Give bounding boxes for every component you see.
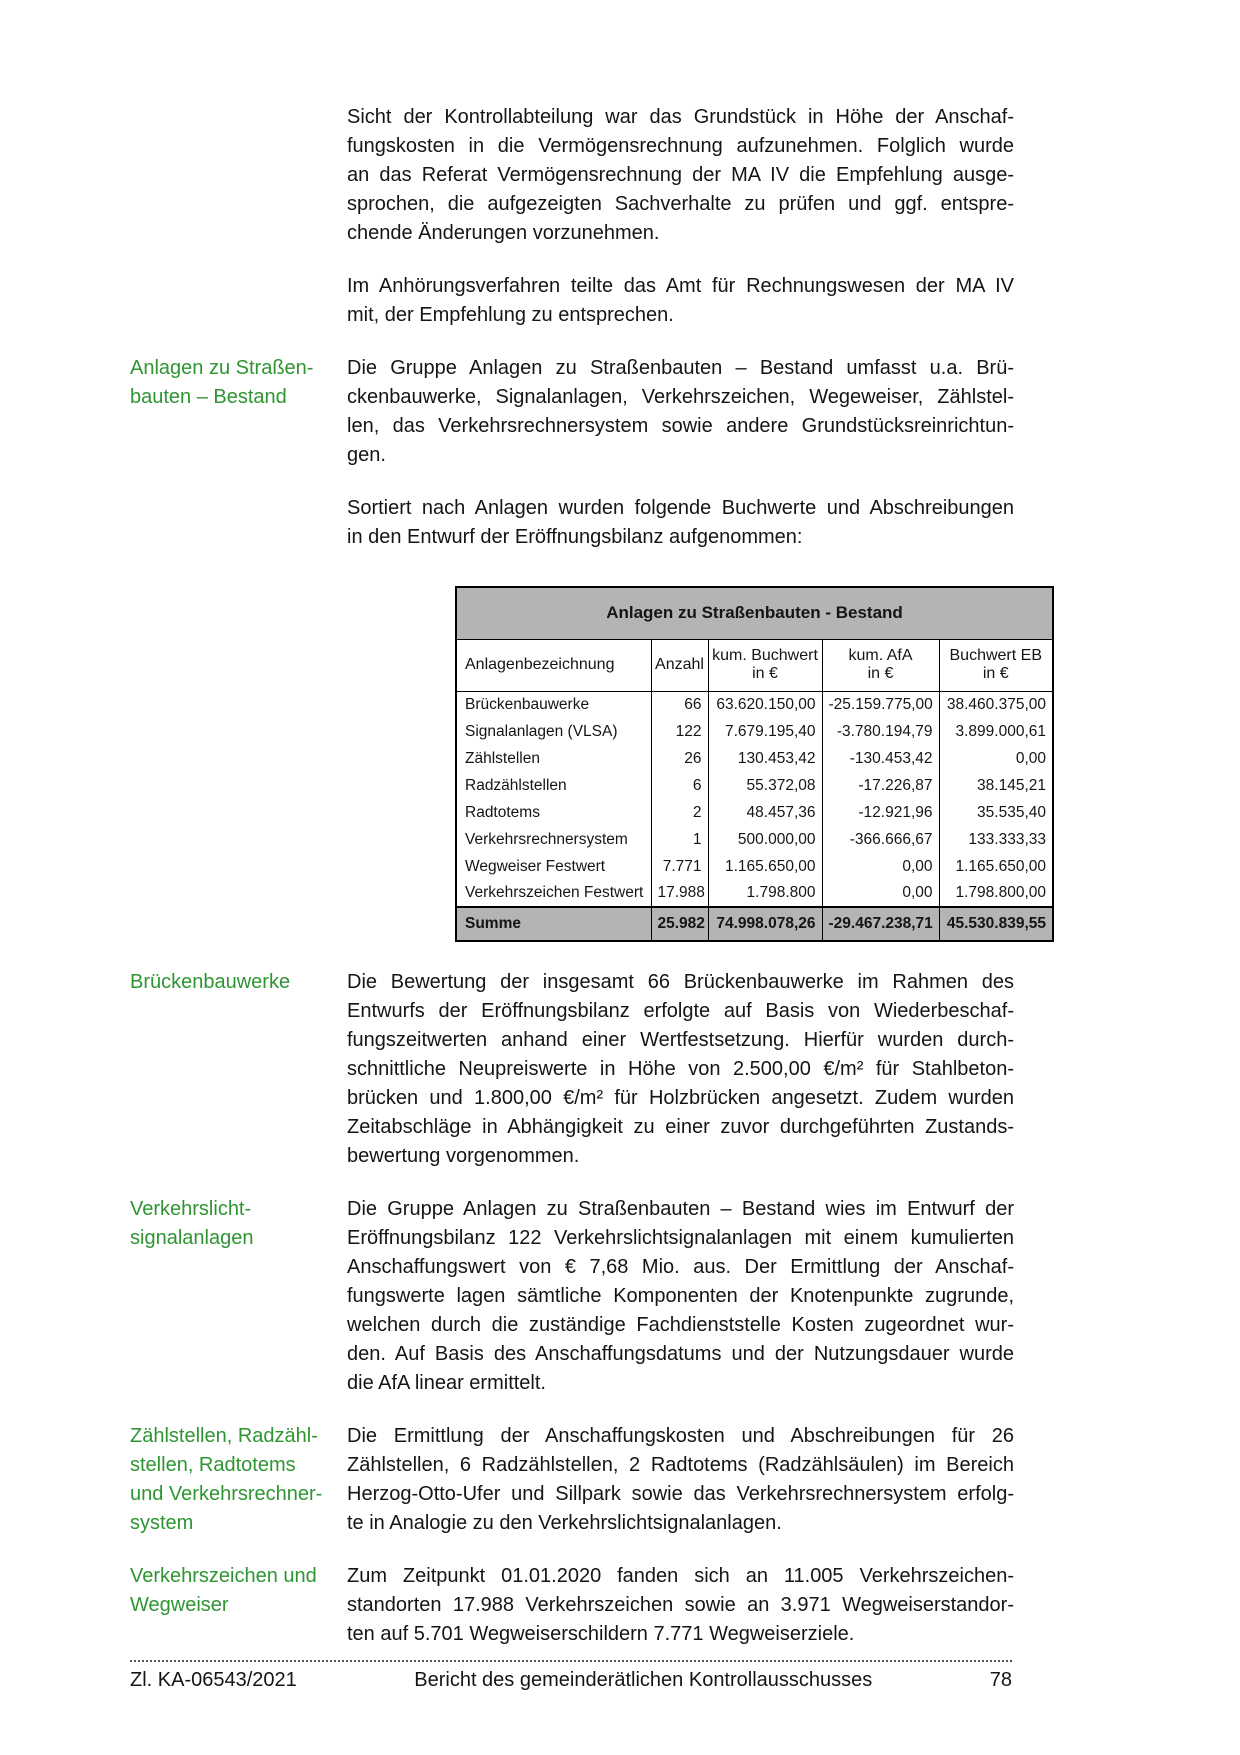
paragraph-line: den. Auf Basis des Anschaffungsdatums und der Nutzungsdauer wurde xyxy=(347,1343,1014,1365)
table-cell: Verkehrsrechnersystem xyxy=(465,830,628,848)
table-cell: 1 xyxy=(651,826,708,853)
footer-row xyxy=(130,1669,1012,1692)
margin-label-line: Anlagen zu Straßen- xyxy=(130,357,314,379)
table-cell: -3.780.194,79 xyxy=(822,718,939,745)
paragraph-line: standorten 17.988 Verkehrszeichen sowie an 3.971 Wegweiserstandor- xyxy=(347,1594,1014,1616)
paragraph-line: te in Analogie zu den Verkehrslichtsignalanlagen. xyxy=(347,1512,782,1534)
table-cell: 66 xyxy=(651,691,708,718)
paragraph-line: schnittliche Neupreiswerte in Höhe von 2.500,00 €/m² für Stahlbeton- xyxy=(347,1058,1014,1080)
paragraph-line: Herzog-Otto-Ufer und Sillpark sowie das Verkehrsrechnersystem erfolg- xyxy=(347,1483,1014,1505)
paragraph-line: Sortiert nach Anlagen wurden folgende Buchwerte und Abschreibungen xyxy=(347,497,1014,519)
table-column-header xyxy=(822,639,939,691)
section-verkehrszeichen-und-wegweiser xyxy=(0,1562,1240,1649)
table-sum-cell: 74.998.078,26 xyxy=(708,907,822,941)
column-header-line: in € xyxy=(752,665,778,682)
paragraph-line: fungswerte lagen sämtliche Komponenten der Knotenpunkte zugrunde, xyxy=(347,1285,1014,1307)
column-header-line: kum. Buchwert xyxy=(712,647,818,664)
table-cell: 2 xyxy=(651,799,708,826)
margin-label-line: Wegweiser xyxy=(130,1594,229,1616)
footer-reference: Zl. KA-06543/2021 xyxy=(130,1669,297,1691)
content-sections-top xyxy=(0,103,1240,552)
table-cell: 48.457,36 xyxy=(708,799,822,826)
table-cell: -17.226,87 xyxy=(822,772,939,799)
paragraph-line: Die Gruppe Anlagen zu Straßenbauten – Bestand wies im Entwurf der xyxy=(347,1198,1014,1220)
column-header-line: in € xyxy=(982,665,1009,682)
table-sum-cell: -29.467.238,71 xyxy=(822,907,939,941)
paragraph-line: brücken und 1.800,00 €/m² für Holzbrücken angesetzt. Zudem wurden xyxy=(347,1087,1014,1109)
table-cell: 7.679.195,40 xyxy=(708,718,822,745)
table-row xyxy=(456,691,1053,718)
table-cell: 0,00 xyxy=(822,880,939,907)
table-cell: 500.000,00 xyxy=(708,826,822,853)
paragraph-line: an das Referat Vermögensrechnung der MA IV die Empfehlung ausge- xyxy=(347,164,1014,186)
paragraph-line: Entwurfs der Eröffnungsbilanz erfolgte auf Basis von Wiederbeschaf- xyxy=(347,1000,1014,1022)
table-cell: 26 xyxy=(651,745,708,772)
table-column-header xyxy=(939,639,1053,691)
table-cell: 130.453,42 xyxy=(708,745,822,772)
footer-dotted-divider xyxy=(130,1660,1012,1662)
section-paragraph xyxy=(347,494,1014,552)
footer-page-number: 78 xyxy=(989,1669,1012,1691)
section-brueckenbauwerke xyxy=(0,968,1240,1171)
table-cell: Radzählstellen xyxy=(465,776,567,794)
margin-label-line: Verkehrslicht- xyxy=(130,1198,252,1220)
margin-label-line: Verkehrszeichen und xyxy=(130,1565,317,1587)
section-anhoerungsverfahren xyxy=(0,272,1240,330)
table-cell: 122 xyxy=(651,718,708,745)
section-margin-label xyxy=(0,103,347,248)
section-kontrollabteilung-grundstueck xyxy=(0,103,1240,248)
table-sum-row xyxy=(456,907,1053,941)
section-anlagen-zu-strassenbauten-bestand xyxy=(0,354,1240,470)
column-header-line: in € xyxy=(867,665,894,682)
paragraph-line: Im Anhörungsverfahren teilte das Amt für Rechnungswesen der MA IV xyxy=(347,275,1014,297)
paragraph-line: Die Ermittlung der Anschaffungskosten und Abschreibungen für 26 xyxy=(347,1425,1014,1447)
column-header-line: kum. AfA xyxy=(848,647,913,664)
table-cell: 6 xyxy=(651,772,708,799)
paragraph-line: len, das Verkehrsrechnersystem sowie andere Grundstücksreinrichtun- xyxy=(347,415,1014,437)
section-margin-label xyxy=(0,1195,347,1398)
column-header-line: Buchwert EB xyxy=(949,647,1042,664)
table-cell: 1.798.800 xyxy=(708,880,822,907)
section-margin-label xyxy=(0,1422,347,1538)
section-paragraph xyxy=(347,1562,1014,1649)
paragraph-line: Sicht der Kontrollabteilung war das Grundstück in Höhe der Anschaf- xyxy=(347,106,1014,128)
column-header-line: Anzahl xyxy=(655,656,704,673)
table-row xyxy=(456,718,1053,745)
table-cell: 55.372,08 xyxy=(708,772,822,799)
paragraph-line: gen. xyxy=(347,444,386,466)
margin-label-line: stellen, Radtotems xyxy=(130,1454,296,1476)
table-cell: 38.145,21 xyxy=(939,772,1053,799)
table-cell: 17.988 xyxy=(651,880,708,907)
paragraph-line: die AfA linear ermittelt. xyxy=(347,1372,546,1394)
paragraph-line: ckenbauwerke, Signalanlagen, Verkehrszeichen, Wegeweiser, Zählstel- xyxy=(347,386,1014,408)
section-margin-label xyxy=(0,354,347,470)
section-paragraph xyxy=(347,354,1014,470)
assets-table-wrap xyxy=(455,586,1240,942)
table-cell: -366.666,67 xyxy=(822,826,939,853)
section-zaehlstellen-radzaehlstellen-radtotems-verkehrsrechnersystem xyxy=(0,1422,1240,1538)
section-margin-label xyxy=(0,1562,347,1649)
page-footer xyxy=(130,1660,1012,1692)
table-body xyxy=(456,691,1053,907)
table-cell: Zählstellen xyxy=(465,749,540,767)
table-row xyxy=(456,772,1053,799)
section-paragraph xyxy=(347,968,1014,1171)
table-cell: Wegweiser Festwert xyxy=(465,857,606,875)
table-row xyxy=(456,880,1053,907)
table-cell: 0,00 xyxy=(939,745,1053,772)
margin-label-line: bauten – Bestand xyxy=(130,386,287,408)
table-cell: Signalanlagen (VLSA) xyxy=(465,722,618,740)
footer-report-title: Bericht des gemeinderätlichen Kontrollausschusses xyxy=(414,1669,873,1691)
table-cell: -12.921,96 xyxy=(822,799,939,826)
section-paragraph xyxy=(347,272,1014,330)
table-cell: -130.453,42 xyxy=(822,745,939,772)
content-sections-bottom xyxy=(0,968,1240,1649)
table-sum-cell: 45.530.839,55 xyxy=(939,907,1053,941)
table-cell: 1.165.650,00 xyxy=(939,853,1053,880)
table-cell: 63.620.150,00 xyxy=(708,691,822,718)
table-title: Anlagen zu Straßenbauten - Bestand xyxy=(456,587,1053,639)
table-column-header xyxy=(456,639,651,691)
paragraph-line: sprochen, die aufgezeigten Sachverhalte zu prüfen und ggf. entspre- xyxy=(347,193,1014,215)
table-cell: 1.165.650,00 xyxy=(708,853,822,880)
section-sortiert-nach-anlagen xyxy=(0,494,1240,552)
paragraph-line: chende Änderungen vorzunehmen. xyxy=(347,222,660,244)
paragraph-line: Zum Zeitpunkt 01.01.2020 fanden sich an 11.005 Verkehrszeichen- xyxy=(347,1565,1014,1587)
paragraph-line: ten auf 5.701 Wegweiserschildern 7.771 Wegweiserziele. xyxy=(347,1623,855,1645)
table-cell: 1.798.800,00 xyxy=(939,880,1053,907)
margin-label-line: signalanlagen xyxy=(130,1227,254,1249)
assets-table xyxy=(455,586,1054,942)
section-margin-label xyxy=(0,968,347,1171)
section-verkehrslichtsignalanlagen xyxy=(0,1195,1240,1398)
table-cell: -25.159.775,00 xyxy=(822,691,939,718)
table-row xyxy=(456,826,1053,853)
paragraph-line: fungszeitwerten anhand einer Wertfestsetzung. Hierfür wurden durch- xyxy=(347,1029,1014,1051)
table-row xyxy=(456,799,1053,826)
table-sum-cell: Summe xyxy=(456,907,651,941)
table-sum-cell: 25.982 xyxy=(651,907,708,941)
table-cell: 0,00 xyxy=(822,853,939,880)
table-row xyxy=(456,853,1053,880)
paragraph-line: fungskosten in die Vermögensrechnung aufzunehmen. Folglich wurde xyxy=(347,135,1014,157)
table-cell: 38.460.375,00 xyxy=(939,691,1053,718)
table-row xyxy=(456,745,1053,772)
section-paragraph xyxy=(347,1195,1014,1398)
table-cell: Verkehrszeichen Festwert xyxy=(465,884,644,901)
section-paragraph xyxy=(347,103,1014,248)
paragraph-line: Die Bewertung der insgesamt 66 Brückenbauwerke im Rahmen des xyxy=(347,971,1014,993)
table-cell: Radtotems xyxy=(465,803,540,821)
paragraph-line: Die Gruppe Anlagen zu Straßenbauten – Bestand umfasst u.a. Brü- xyxy=(347,357,1014,379)
paragraph-line: welchen durch die zuständige Fachdienststelle Kosten zugeordnet wur- xyxy=(347,1314,1014,1336)
margin-label-line: Brückenbauwerke xyxy=(130,971,291,993)
table-cell: Brückenbauwerke xyxy=(465,695,590,713)
paragraph-line: bewertung vorgenommen. xyxy=(347,1145,580,1167)
margin-label-line: system xyxy=(130,1512,194,1534)
section-paragraph xyxy=(347,1422,1014,1538)
section-margin-label xyxy=(0,494,347,552)
column-header-line: Anlagenbezeichnung xyxy=(465,656,615,673)
paragraph-line: Anschaffungswert von € 7,68 Mio. aus. Der Ermittlung der Anschaf- xyxy=(347,1256,1014,1278)
paragraph-line: Zeitabschläge in Abhängigkeit zu einer zuvor durchgeführten Zustands- xyxy=(347,1116,1014,1138)
section-margin-label xyxy=(0,272,347,330)
table-header-row xyxy=(456,639,1053,691)
paragraph-line: Eröffnungsbilanz 122 Verkehrslichtsignalanlagen mit einem kumulierten xyxy=(347,1227,1014,1249)
margin-label-line: und Verkehrsrechner- xyxy=(130,1483,323,1505)
table-cell: 35.535,40 xyxy=(939,799,1053,826)
paragraph-line: mit, der Empfehlung zu entsprechen. xyxy=(347,304,674,326)
margin-label-line: Zählstellen, Radzähl- xyxy=(130,1425,318,1447)
paragraph-line: Zählstellen, 6 Radzählstellen, 2 Radtotems (Radzählsäulen) im Bereich xyxy=(347,1454,1014,1476)
table-cell: 3.899.000,61 xyxy=(939,718,1053,745)
paragraph-line: in den Entwurf der Eröffnungsbilanz aufgenommen: xyxy=(347,526,803,548)
table-cell: 7.771 xyxy=(651,853,708,880)
table-title-row xyxy=(456,587,1053,639)
table-column-header xyxy=(651,639,708,691)
table-cell: 133.333,33 xyxy=(939,826,1053,853)
table-column-header xyxy=(708,639,822,691)
